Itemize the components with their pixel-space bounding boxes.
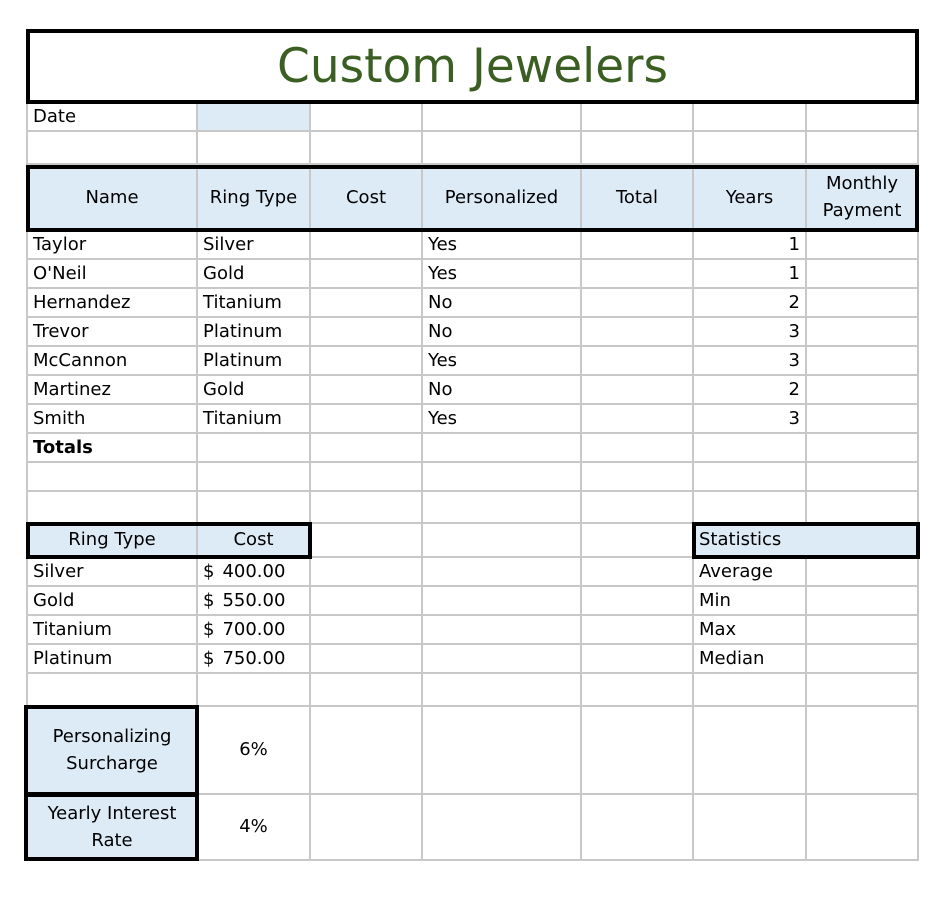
empty-cell[interactable] — [582, 674, 694, 707]
empty-cell[interactable] — [694, 434, 807, 463]
customer-name-cell[interactable]: Martinez — [26, 376, 198, 405]
monthly-payment-cell[interactable] — [807, 231, 919, 260]
header-ring-type[interactable]: Ring Type — [198, 165, 311, 231]
statistic-value-cell[interactable] — [807, 616, 919, 645]
empty-cell[interactable] — [311, 463, 423, 492]
header-personalized[interactable]: Personalized — [423, 165, 582, 231]
ring-type-cell[interactable]: Platinum — [198, 318, 311, 347]
empty-cell[interactable] — [694, 104, 807, 132]
empty-cell[interactable] — [582, 795, 694, 861]
years-cell[interactable]: 2 — [694, 376, 807, 405]
empty-cell[interactable] — [694, 492, 807, 524]
empty-cell[interactable] — [311, 707, 423, 795]
monthly-payment-cell[interactable] — [807, 289, 919, 318]
monthly-payment-cell[interactable] — [807, 347, 919, 376]
years-cell[interactable]: 1 — [694, 231, 807, 260]
empty-cell[interactable] — [423, 707, 582, 795]
cost-cell[interactable] — [311, 405, 423, 434]
empty-cell[interactable] — [311, 524, 423, 558]
ring-type-cell[interactable]: Titanium — [198, 405, 311, 434]
ring-type-cell[interactable]: Silver — [198, 231, 311, 260]
empty-cell[interactable] — [311, 434, 423, 463]
statistic-label[interactable]: Max — [694, 616, 807, 645]
currency-symbol: $ — [203, 560, 215, 582]
empty-cell[interactable] — [423, 645, 582, 674]
cost-value: 700.00 — [222, 618, 286, 640]
empty-cell[interactable] — [423, 132, 582, 165]
empty-cell[interactable] — [694, 707, 807, 795]
years-cell[interactable]: 3 — [694, 347, 807, 376]
empty-cell[interactable] — [311, 645, 423, 674]
empty-cell[interactable] — [807, 674, 919, 707]
empty-cell[interactable] — [26, 463, 198, 492]
statistic-value-cell[interactable] — [807, 587, 919, 616]
customer-name-cell[interactable]: Smith — [26, 405, 198, 434]
years-cell[interactable]: 3 — [694, 405, 807, 434]
years-cell[interactable]: 1 — [694, 260, 807, 289]
lookup-ring-type-cell[interactable]: Titanium — [26, 616, 198, 645]
rate-value[interactable]: 4% — [198, 795, 311, 861]
personalized-cell[interactable]: No — [423, 289, 582, 318]
lookup-header-ring-type[interactable]: Ring Type — [26, 524, 198, 558]
personalized-cell[interactable]: Yes — [423, 405, 582, 434]
empty-cell[interactable] — [423, 463, 582, 492]
empty-cell[interactable] — [582, 645, 694, 674]
customer-name-cell[interactable]: Taylor — [26, 231, 198, 260]
cost-value: 750.00 — [222, 647, 286, 669]
cost-cell[interactable] — [311, 289, 423, 318]
empty-cell[interactable] — [311, 795, 423, 861]
total-cell[interactable] — [582, 376, 694, 405]
empty-cell[interactable] — [423, 558, 582, 587]
total-cell[interactable] — [582, 318, 694, 347]
empty-cell[interactable] — [582, 707, 694, 795]
empty-cell[interactable] — [807, 492, 919, 524]
empty-cell[interactable] — [423, 674, 582, 707]
empty-cell[interactable] — [198, 492, 311, 524]
date-input-cell[interactable] — [198, 104, 311, 132]
statistic-value-cell[interactable] — [807, 558, 919, 587]
empty-cell[interactable] — [694, 674, 807, 707]
lookup-header-cost[interactable]: Cost — [198, 524, 311, 558]
empty-cell[interactable] — [582, 434, 694, 463]
empty-cell[interactable] — [807, 795, 919, 861]
date-label[interactable]: Date — [26, 104, 198, 132]
header-total[interactable]: Total — [582, 165, 694, 231]
cost-value: 400.00 — [222, 560, 286, 582]
header-cost[interactable]: Cost — [311, 165, 423, 231]
customer-name-cell[interactable]: Hernandez — [26, 289, 198, 318]
empty-cell[interactable] — [198, 434, 311, 463]
cost-cell[interactable] — [311, 347, 423, 376]
empty-cell[interactable] — [694, 132, 807, 165]
lookup-cost-cell[interactable] — [198, 645, 311, 674]
personalized-cell[interactable]: Yes — [423, 231, 582, 260]
empty-cell[interactable] — [423, 492, 582, 524]
years-cell[interactable]: 3 — [694, 318, 807, 347]
cost-cell[interactable] — [311, 231, 423, 260]
empty-cell[interactable] — [582, 558, 694, 587]
ring-type-cell[interactable]: Gold — [198, 260, 311, 289]
customer-name-cell[interactable]: O'Neil — [26, 260, 198, 289]
empty-cell[interactable] — [423, 434, 582, 463]
statistic-label[interactable]: Average — [694, 558, 807, 587]
statistic-value-cell[interactable] — [807, 645, 919, 674]
empty-cell[interactable] — [311, 587, 423, 616]
statistic-label[interactable]: Min — [694, 587, 807, 616]
years-cell[interactable]: 2 — [694, 289, 807, 318]
empty-cell[interactable] — [311, 674, 423, 707]
currency-symbol: $ — [203, 589, 215, 611]
lookup-ring-type-cell[interactable]: Silver — [26, 558, 198, 587]
empty-cell[interactable] — [311, 104, 423, 132]
monthly-payment-cell[interactable] — [807, 260, 919, 289]
empty-cell[interactable] — [582, 104, 694, 132]
empty-cell[interactable] — [311, 616, 423, 645]
personalized-cell[interactable]: No — [423, 376, 582, 405]
monthly-payment-cell[interactable] — [807, 318, 919, 347]
empty-cell[interactable] — [311, 132, 423, 165]
cost-cell[interactable] — [311, 260, 423, 289]
rate-label[interactable]: Yearly Interest Rate — [26, 795, 198, 861]
empty-cell[interactable] — [198, 674, 311, 707]
empty-cell[interactable] — [807, 463, 919, 492]
header-name[interactable]: Name — [26, 165, 198, 231]
header-years[interactable]: Years — [694, 165, 807, 231]
empty-cell[interactable] — [807, 707, 919, 795]
empty-cell[interactable] — [582, 587, 694, 616]
customer-name-cell[interactable]: Trevor — [26, 318, 198, 347]
statistic-label[interactable]: Median — [694, 645, 807, 674]
currency-symbol: $ — [203, 618, 215, 640]
rate-value[interactable]: 6% — [198, 707, 311, 795]
total-cell[interactable] — [582, 347, 694, 376]
total-cell[interactable] — [582, 260, 694, 289]
empty-cell[interactable] — [694, 463, 807, 492]
empty-cell[interactable] — [423, 524, 582, 558]
empty-cell[interactable] — [423, 104, 582, 132]
empty-cell[interactable] — [423, 616, 582, 645]
monthly-payment-cell[interactable] — [807, 376, 919, 405]
total-cell[interactable] — [582, 405, 694, 434]
personalized-cell[interactable]: Yes — [423, 347, 582, 376]
empty-cell[interactable] — [423, 587, 582, 616]
empty-cell[interactable] — [26, 132, 198, 165]
empty-cell[interactable] — [582, 616, 694, 645]
ring-type-cell[interactable]: Platinum — [198, 347, 311, 376]
empty-cell[interactable] — [807, 434, 919, 463]
empty-cell[interactable] — [694, 795, 807, 861]
empty-cell[interactable] — [311, 492, 423, 524]
personalized-cell[interactable]: No — [423, 318, 582, 347]
lookup-ring-type-cell[interactable]: Gold — [26, 587, 198, 616]
total-cell[interactable] — [582, 289, 694, 318]
total-cell[interactable] — [582, 231, 694, 260]
empty-cell[interactable] — [198, 463, 311, 492]
empty-cell[interactable] — [198, 132, 311, 165]
lookup-cost-cell[interactable] — [198, 587, 311, 616]
cost-cell[interactable] — [311, 318, 423, 347]
lookup-cost-cell[interactable] — [198, 616, 311, 645]
empty-cell[interactable] — [582, 463, 694, 492]
empty-cell[interactable] — [582, 132, 694, 165]
customer-name-cell[interactable]: McCannon — [26, 347, 198, 376]
rate-label[interactable]: Personalizing Surcharge — [26, 707, 198, 795]
monthly-payment-cell[interactable] — [807, 405, 919, 434]
header-monthly-payment[interactable]: Monthly Payment — [807, 165, 919, 231]
empty-cell[interactable] — [582, 524, 694, 558]
lookup-cost-cell[interactable] — [198, 558, 311, 587]
cost-cell[interactable] — [311, 376, 423, 405]
cost-value: 550.00 — [222, 589, 286, 611]
currency-symbol: $ — [203, 647, 215, 669]
empty-cell[interactable] — [807, 132, 919, 165]
empty-cell[interactable] — [26, 674, 198, 707]
personalized-cell[interactable]: Yes — [423, 260, 582, 289]
empty-cell[interactable] — [807, 104, 919, 132]
ring-type-cell[interactable]: Titanium — [198, 289, 311, 318]
empty-cell[interactable] — [582, 492, 694, 524]
ring-type-cell[interactable]: Gold — [198, 376, 311, 405]
totals-label[interactable]: Totals — [26, 434, 198, 463]
empty-cell[interactable] — [311, 558, 423, 587]
empty-cell[interactable] — [26, 492, 198, 524]
statistics-header[interactable]: Statistics — [694, 524, 919, 558]
lookup-ring-type-cell[interactable]: Platinum — [26, 645, 198, 674]
sheet-title[interactable]: Custom Jewelers — [26, 29, 919, 104]
empty-cell[interactable] — [423, 795, 582, 861]
